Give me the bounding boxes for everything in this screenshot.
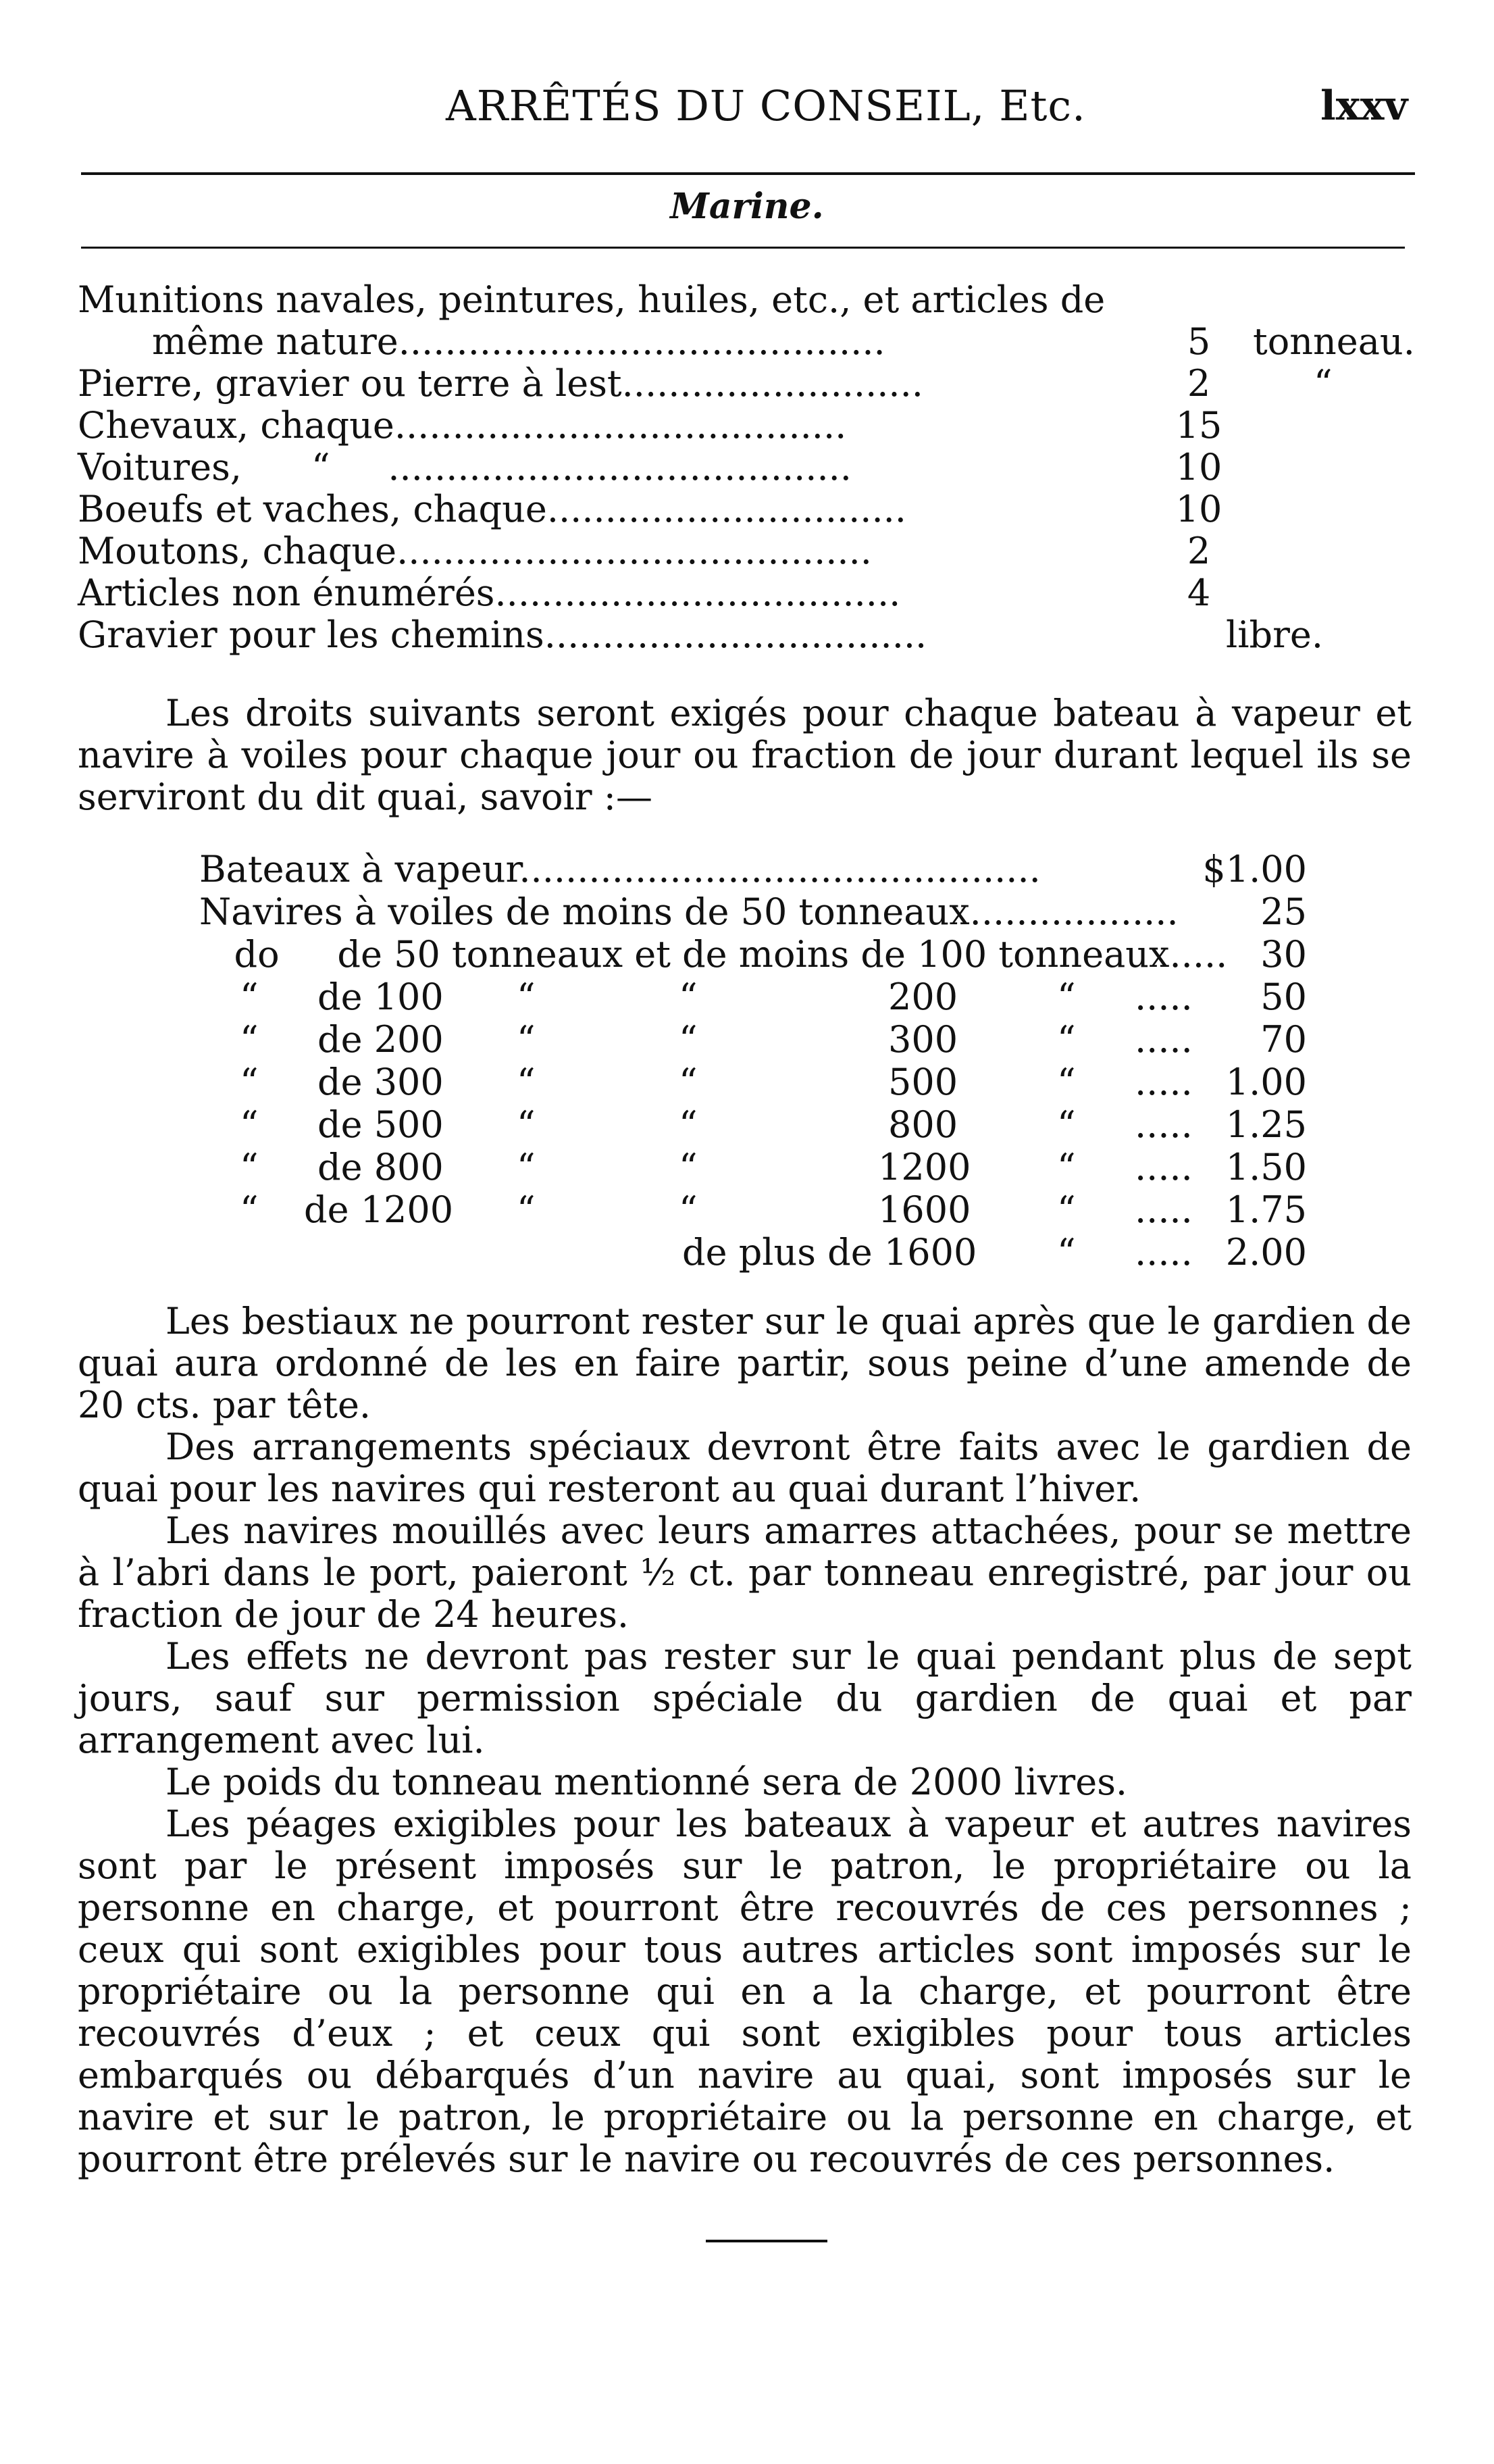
tariff-value: libre. bbox=[1226, 613, 1324, 656]
leader-dots: ..... bbox=[1135, 976, 1193, 1018]
tariff-unit: “ bbox=[1314, 362, 1333, 405]
fee-amount: 25 bbox=[1260, 890, 1307, 933]
ditto-mark: “ bbox=[240, 1103, 259, 1146]
fee-amount: 1.75 bbox=[1225, 1188, 1307, 1231]
paragraph: Les effets ne devront pas rester sur le quai pendant plus de sept jours, sauf sur permission spéciale du gardien de quai et par arrangement avec lui. bbox=[78, 1635, 1412, 1761]
tariff-row bbox=[78, 530, 1401, 572]
tariff-row bbox=[78, 362, 1401, 404]
fee-amount: 50 bbox=[1260, 976, 1307, 1018]
leader-dots: ..... bbox=[1135, 1103, 1193, 1146]
running-header: ARRÊTÉS DU CONSEIL, Etc. bbox=[446, 81, 1086, 130]
ditto-mark: “ bbox=[679, 1061, 698, 1103]
tariff-row bbox=[78, 404, 1401, 446]
tariff-label: Pierre, gravier ou terre à lest.......................... bbox=[78, 362, 923, 405]
section-title: Marine. bbox=[670, 186, 824, 227]
tariff-value: 15 bbox=[1175, 404, 1222, 447]
ditto-mark: “ bbox=[679, 976, 698, 1018]
ditto-mark: “ bbox=[1057, 1061, 1076, 1103]
ditto-mark: “ bbox=[517, 976, 536, 1018]
ditto-mark: “ bbox=[240, 976, 259, 1018]
tariff-value: 2 bbox=[1187, 530, 1211, 572]
header-rule bbox=[81, 172, 1415, 175]
fee-row bbox=[199, 976, 1307, 1018]
fee-from: de 800 bbox=[317, 1146, 444, 1188]
fee-from: de 300 bbox=[317, 1061, 444, 1103]
fee-to: 1200 bbox=[878, 1146, 971, 1188]
tariff-row bbox=[78, 446, 1401, 488]
fee-amount: 2.00 bbox=[1225, 1231, 1307, 1274]
ditto-mark: “ bbox=[1057, 1188, 1076, 1231]
leader-dots: ..... bbox=[1135, 1188, 1193, 1231]
ditto-mark: “ bbox=[240, 1061, 259, 1103]
fee-description: Navires à voiles de moins de 50 tonneaux.................. bbox=[199, 890, 1179, 933]
tariff-label: Moutons, chaque......................................... bbox=[78, 530, 872, 572]
fee-amount: 1.50 bbox=[1225, 1146, 1307, 1188]
tariff-row bbox=[78, 488, 1401, 530]
tariff-label: Voitures, “ ........................................ bbox=[78, 446, 852, 488]
fee-to: 800 bbox=[888, 1103, 958, 1146]
tariff-unit: tonneau. bbox=[1253, 320, 1415, 363]
ditto-mark: “ bbox=[679, 1018, 698, 1061]
tariff-value: 10 bbox=[1175, 488, 1222, 530]
fee-row bbox=[199, 1146, 1307, 1188]
paragraph: Les bestiaux ne pourront rester sur le quai après que le gardien de quai aura ordonné de les en faire partir, sous peine d’une amende de 20 cts. par tête. bbox=[78, 1300, 1412, 1426]
fee-to: 1600 bbox=[878, 1188, 971, 1231]
ditto-mark: “ bbox=[517, 1018, 536, 1061]
tariff-value: 2 bbox=[1187, 362, 1211, 405]
paragraph: Les péages exigibles pour les bateaux à vapeur et autres navires sont par le présent imposés sur le patron, le propriétaire ou la personne en charge, et pourront être recouvrés de ces personnes ; ceux qui sont exigibles pour tous autres articles sont imposés sur le propriétaire ou la personne qui en a la charge, et pourront être recouvrés d’eux ; et ceux qui sont exigibles pour tous articles embarqués ou débarqués d’un navire au quai, sont imposés sur le navire et sur le patron, le propriétaire ou la personne en charge, et pourront être prélevés sur le navire ou recouvrés de ces personnes. bbox=[78, 1803, 1412, 2180]
intro-paragraph bbox=[78, 693, 1412, 818]
fee-amount: $1.00 bbox=[1202, 848, 1307, 890]
fee-from: de 500 bbox=[317, 1103, 444, 1146]
ditto-mark: “ bbox=[517, 1146, 536, 1188]
fee-amount: 70 bbox=[1260, 1018, 1307, 1061]
tariff-label: Munitions navales, peintures, huiles, etc., et articles de bbox=[78, 278, 1106, 321]
leader-dots: ..... bbox=[1135, 1018, 1193, 1061]
regulations-text bbox=[78, 1301, 1412, 2180]
vessel-fee-table bbox=[199, 848, 1307, 1274]
tariff-label: Boeufs et vaches, chaque............................... bbox=[78, 488, 906, 530]
tariff-value: 10 bbox=[1175, 446, 1222, 488]
fee-row bbox=[199, 933, 1307, 976]
fee-amount: 1.00 bbox=[1225, 1061, 1307, 1103]
leader-dots: ..... bbox=[1135, 1231, 1193, 1274]
fee-from: de 200 bbox=[317, 1018, 444, 1061]
ditto-mark: “ bbox=[1057, 976, 1076, 1018]
ditto-mark: “ bbox=[1057, 1231, 1076, 1274]
leader-dots: ..... bbox=[1135, 1061, 1193, 1103]
tariff-label: Gravier pour les chemins................................. bbox=[78, 613, 927, 656]
tariff-row bbox=[78, 572, 1401, 613]
cargo-tariff-table bbox=[78, 278, 1415, 656]
paragraph: Les navires mouillés avec leurs amarres attachées, pour se mettre à l’abri dans le port, paieront ½ ct. par tonneau enregistré, par jour ou fraction de jour de 24 heures. bbox=[78, 1509, 1412, 1636]
section-rule bbox=[81, 247, 1405, 249]
fee-description: do de 50 tonneaux et de moins de 100 tonneaux..... bbox=[199, 933, 1228, 976]
fee-to: 200 bbox=[888, 976, 958, 1018]
paragraph: Des arrangements spéciaux devront être faits avec le gardien de quai pour les navires qui resteront au quai durant l’hiver. bbox=[78, 1426, 1412, 1510]
ditto-mark: “ bbox=[679, 1188, 698, 1231]
fee-from: de 100 bbox=[317, 976, 444, 1018]
ditto-mark: “ bbox=[679, 1146, 698, 1188]
tariff-row bbox=[78, 613, 1401, 655]
ditto-mark: “ bbox=[1057, 1146, 1076, 1188]
ditto-mark: “ bbox=[240, 1188, 259, 1231]
ditto-mark: “ bbox=[1057, 1018, 1076, 1061]
fee-amount: 30 bbox=[1260, 933, 1307, 976]
fee-row bbox=[199, 1231, 1307, 1274]
tariff-label: Chevaux, chaque....................................... bbox=[78, 404, 847, 447]
ditto-mark: “ bbox=[679, 1103, 698, 1146]
tariff-value: 4 bbox=[1187, 572, 1211, 614]
ditto-mark: “ bbox=[517, 1103, 536, 1146]
fee-description: Bateaux à vapeur............................................. bbox=[199, 848, 1041, 890]
ditto-mark: “ bbox=[517, 1061, 536, 1103]
tariff-label: même nature.......................................... bbox=[152, 320, 885, 363]
fee-to: 300 bbox=[888, 1018, 958, 1061]
fee-row bbox=[199, 1188, 1307, 1231]
ditto-mark: “ bbox=[240, 1146, 259, 1188]
ditto-mark: “ bbox=[517, 1188, 536, 1231]
end-rule bbox=[706, 2240, 827, 2242]
tariff-label: Articles non énumérés................................... bbox=[78, 572, 901, 614]
page-number: lxxv bbox=[1320, 82, 1408, 130]
paragraph: Le poids du tonneau mentionné sera de 2000 livres. bbox=[165, 1761, 1128, 1803]
ditto-mark: “ bbox=[1057, 1103, 1076, 1146]
fee-row bbox=[199, 1103, 1307, 1146]
fee-row bbox=[199, 890, 1307, 933]
leader-dots: ..... bbox=[1135, 1146, 1193, 1188]
fee-from: de 1200 bbox=[304, 1188, 454, 1231]
fee-row bbox=[199, 1018, 1307, 1061]
fee-amount: 1.25 bbox=[1225, 1103, 1307, 1146]
fee-row bbox=[199, 848, 1307, 890]
tariff-row bbox=[78, 320, 1415, 363]
fee-to: 500 bbox=[888, 1061, 958, 1103]
tariff-row bbox=[78, 278, 1401, 320]
ditto-mark: “ bbox=[240, 1018, 259, 1061]
intro-text: Les droits suivants seront exigés pour chaque bateau à vapeur et navire à voiles pour chaque jour ou fraction de jour durant lequel ils se serviront du dit quai, savoir :— bbox=[78, 692, 1412, 818]
fee-from: de plus de 1600 bbox=[682, 1231, 977, 1274]
fee-row bbox=[199, 1061, 1307, 1103]
tariff-value: 5 bbox=[1187, 320, 1211, 363]
